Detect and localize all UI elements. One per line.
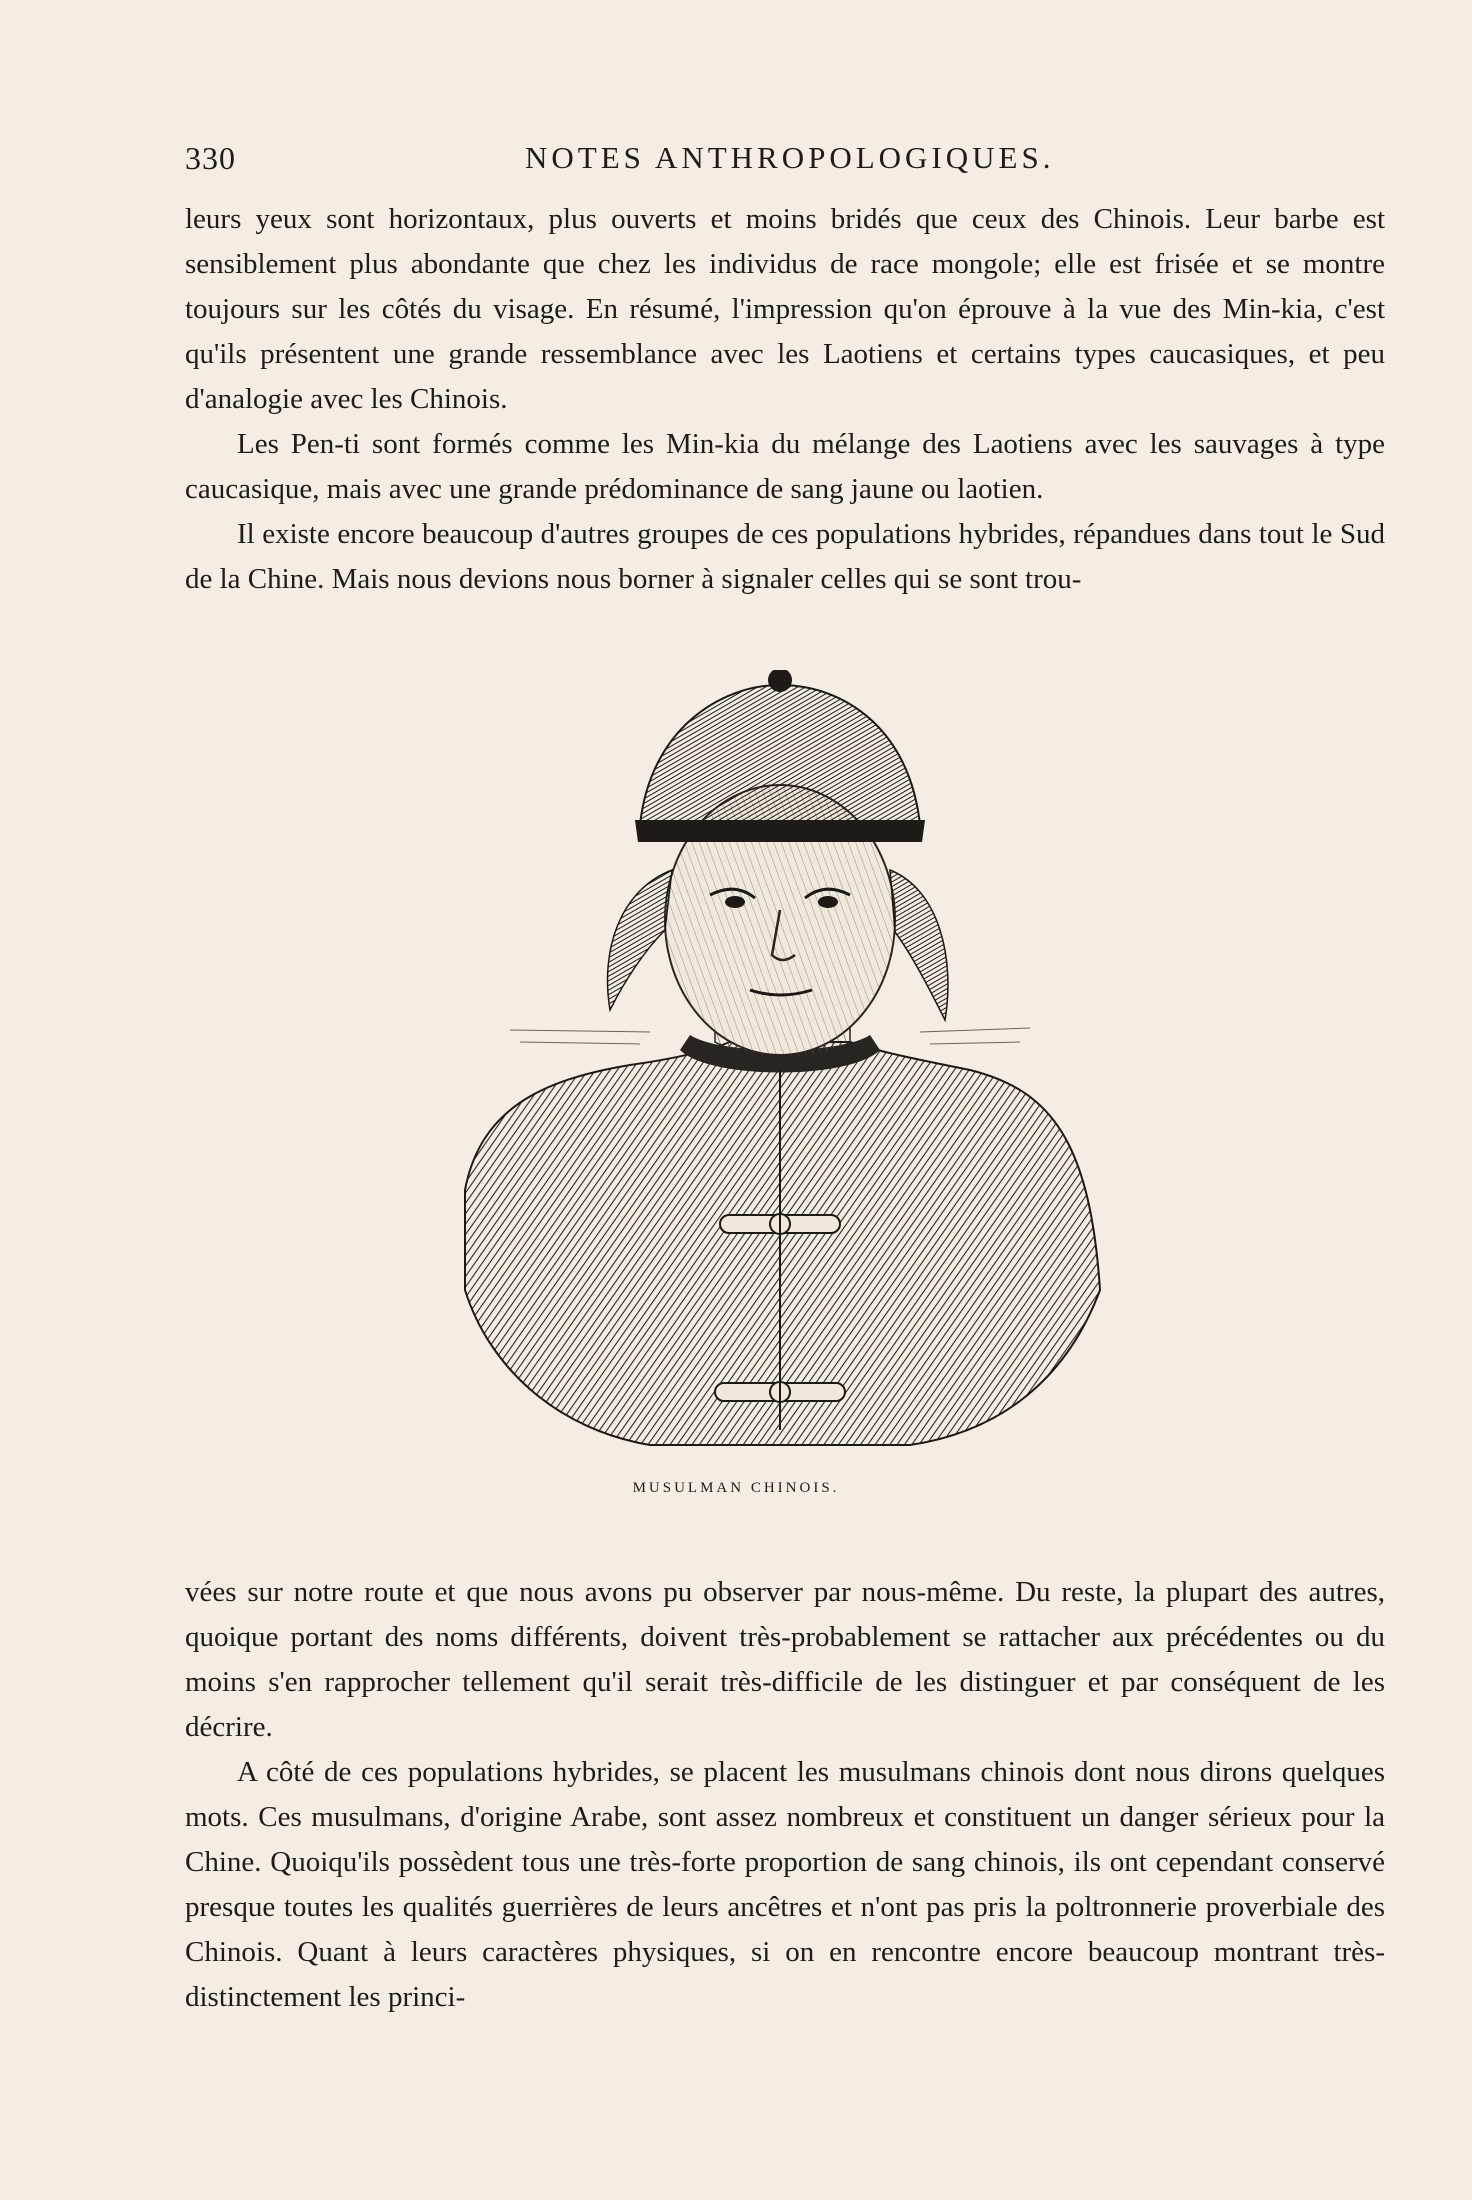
engraving-illustration: [450, 670, 1110, 1460]
running-title: NOTES ANTHROPOLOGIQUES.: [525, 140, 1055, 175]
paragraph-continued: leurs yeux sont horizontaux, plus ouverts et moins bridés que ceux des Chinois. Leur barbe est sensiblement plus abondante que chez les individus de race mongole; elle est frisée et se montre toujours sur les côtés du visage. En résumé, l'impression qu'on éprouve à la vue des Min-kia, c'est qu'ils présentent une grande ressemblance avec les Laotiens et certains types caucasiques, et peu d'analogie avec les Chinois.: [185, 203, 1385, 415]
top-text-block: [185, 197, 1385, 602]
running-head: [185, 140, 1385, 184]
figure-caption: MUSULMAN CHINOIS.: [632, 1480, 840, 1496]
portrait-engraving: [450, 670, 1110, 1460]
paragraph-other-groups: Il existe encore beaucoup d'autres groupes de ces populations hybrides, répandues dans tout le Sud de la Chine. Mais nous devions nous borner à signaler celles qui se sont trou-: [185, 518, 1385, 595]
paragraph-continuation: vées sur notre route et que nous avons pu observer par nous-même. Du reste, la plupart des autres, quoique portant des noms différents, doivent très-probablement se rattacher aux précédentes ou du moins s'en rapprocher tellement qu'il serait très-difficile de les distinguer et par conséquent de les décrire.: [185, 1576, 1385, 1743]
page-number: 330: [185, 140, 236, 176]
paragraph-musulmans: A côté de ces populations hybrides, se placent les musulmans chinois dont nous dirons quelques mots. Ces musulmans, d'origine Arabe, sont assez nombreux et constituent un danger sérieux pour la Chine. Quoiqu'ils possèdent tous une très-forte proportion de sang chinois, ils ont cependant conservé presque toutes les qualités guerrières de leurs ancêtres et n'ont pas pris la poltronnerie proverbiale des Chinois. Quant à leurs caractères physiques, si on en rencontre encore beaucoup montrant très-distinctement les princi-: [185, 1756, 1385, 2013]
paragraph-pen-ti: Les Pen-ti sont formés comme les Min-kia du mélange des Laotiens avec les sauvages à type caucasique, mais avec une grande prédominance de sang jaune ou laotien.: [185, 428, 1385, 505]
bottom-text-block: [185, 1570, 1385, 2020]
